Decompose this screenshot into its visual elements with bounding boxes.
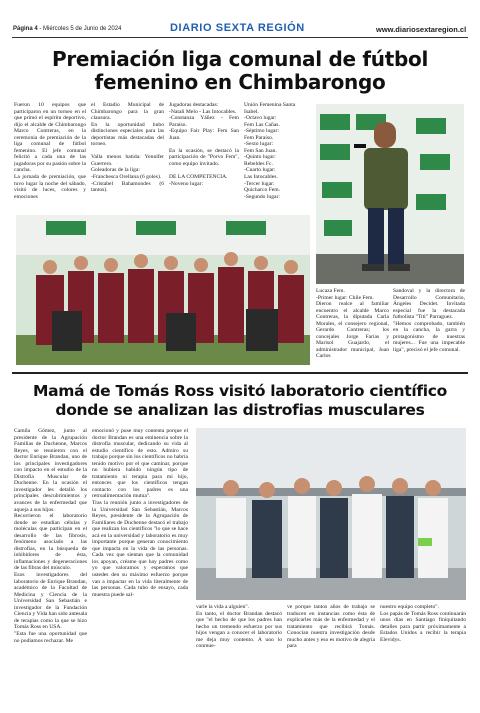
issue-date: - Miércoles 5 de Junio de 2024	[37, 26, 122, 32]
page-date-line	[13, 26, 121, 32]
header-rule	[12, 37, 468, 38]
team-group-photo	[16, 215, 310, 365]
article2-column-1: Camila Gómez, junto al presidente de la Agrupación Familias de Duchenne, Marcos Reyes, se reunieron con el doctor Enrique Brandan, uno de los principales investigadores con impacto en el estudio de la Distrofia Muscular de Duchenne. En la ocasión el investigador les detalló los principales descubrimientos y avances de la enfermedad que aqueja a sus hijos. Recorrieron el laboratorio donde se estudian células y moléculas que participan en el desarrollo de las fibrosis, fenómeno asociado a las distrofias, en la búsqueda de inhibidores de ésta, inflamaciones y degeneraciones de las fibras del músculo. Esos investigadores del laboratorio de Enrique Brandan, académico de la Facultad de Medicina y Ciencia de la Universidad San Sebastián e investigador de la Fundación Ciencia y Vida han sido antesala de terapias como la que se hizo Tomás Ross en USA. "Esta fue una oportunidad que no podíamos rechazar. Me	[14, 428, 87, 644]
article2-title-line1: Mamá de Tomás Ross visitó laboratorio científico	[32, 382, 448, 400]
article2-title-line2: donde se analizan las distrofias musculares	[55, 401, 425, 419]
mayor-speaking-photo	[316, 104, 464, 284]
article2-column-4: ve porque tantos años de trabajo se traducen en instancias como ésta de explicarles más de la enfermedad y el tratamiento que recibirá Tomás. Conocían nuestra investigación desde mucho antes y eso es motivo de alegría para	[287, 604, 375, 650]
mayor-speaking-image	[316, 104, 464, 284]
article1-column-6: Sandoval y la directora de Desarrollo Comunitario, Ángeles Decidet. Invitada especial fue la destacada futbolista "Titi" Parraguez. "Hemos comprobado, también en la cancha, la garra y protagonismo de nuestras mujeres... Fue una impecable liga", precisó el jefe comunal.	[393, 288, 465, 353]
article1-column-5: Lucaza Fem. -Primer lugar: Chile Fem. Dieron realce al familiar encuentro el alcalde Marco Contreras, la diputada Carla Morales, el consejero regional, Gerardo Contreras; los concejales Jorge Farías y Marisol Guajardo, el administrador municipal, Juan Carlos	[316, 288, 389, 360]
article1-title-line2: femenino en Chimbarongo	[94, 70, 386, 94]
article2-column-5: nuestro equipo completo". Los papás de Tomás Ross continuarán unos días en Santiago finiquitando detalles para partir próximamente a Estados Unidos a recibir la terapia Elevidys.	[380, 604, 466, 643]
article1-title	[12, 48, 468, 94]
laboratory-group-image	[196, 428, 466, 600]
website-link[interactable]: www.diariosextaregion.cl	[376, 25, 467, 34]
article-divider	[12, 372, 468, 374]
article2-title	[12, 382, 468, 420]
masthead: DIARIO SEXTA REGIÓN	[170, 22, 305, 34]
article1-column-1: Fueron 10 equipos que participaron en un torneo en el que primó el espíritu deportivo, dijo el alcalde de Chimbarongo Marco Contreras, en la ceremonia de premiación de la liga comunal de fútbol femenino. El jefe comunal felicitó a cada una de las jugadoras por su pasión sobre la cancha. La jornada de premiación, que tuvo lugar la noche del sábado, visitó de luces, colores y emociones	[14, 102, 86, 200]
team-group-image	[16, 215, 310, 365]
article2-column-3: varle la vida a alguien". En tanto, el doctor Brandan destacó que "el hecho de que los padres han hecho un tremendo esfuerzo por sus hijos vengan a conocer el laboratorio me deja muy contento. A uno lo conmue-	[196, 604, 282, 650]
article1-column-3: Jugadoras destacadas: -Natali Melo - Las Intocables. -Constanza Yáñez - Fem Paraíso. -Equipo Fair Play: Fem San Juan. En la ocasión, se destacó la participación de "Porvo Fem", como equipo invitado. DE LA COMPETENCIA. -Noveno lugar:	[169, 102, 239, 187]
article2-column-2: emocionó y puse muy contenta porque el doctor Brandan es una eminencia sobre la distrofia muscular, dedicando su vida al estudio científico de esto. Admiro su trabajo porque sin los científicos no habría tenido motivo por el que caminar, porque no hubiera habido ningún tipo de tratamiento ni terapia para mi hijo, entonces que los científicos tengan contacto con los padres es una retroalimentación mutua". Tras la reunión junto a investigadores de la Universidad San Sebastián, Marcos Reyes, presidente de la Agrupación de Familiares de Duchenne destacó el trabajo que realizan los científicos "lo que se hace acá en la universidad y laboratorio es muy importante porque generan conocimiento que impacta en la vida de las personas. Cada vez que sientan que la comunidad los apoyan, créame que hay padres como yo que valoramos y esperamos que ustedes den su máximo esfuerzo porque van a impactar en la vida literalmente de las personas. Cada tubo de ensayo, cada muestra puede sal-	[92, 428, 188, 598]
article1-column-4: Unión Femenina Santa Isabel. -Octavo lugar: Fem Las Cañas. -Séptimo lugar: Fem Paraíso. -Sexto lugar: Fem San Juan. -Quinto lugar: Rebeldes Fc. -Cuarto lugar: Las Intocables. -Tercer lugar: Quicharco Fem. -Segundo lugar:	[244, 102, 296, 200]
laboratory-group-photo	[196, 428, 466, 600]
page-number: Página 4	[13, 26, 38, 32]
article1-title-line1: Premiación liga comunal de fútbol	[52, 47, 428, 71]
article1-column-2: el Estadio Municipal de Chimbarongo para la gran clausura. En la oportunidad hubo distinciones especiales para las deportistas más destacadas del torneo. Valla menos batida: Yennifer Guerrero. Goleadoras de la liga: -Franchesca Orellana (6 goles). -Cristabel Bahamondes (6 tantos).	[91, 102, 164, 194]
